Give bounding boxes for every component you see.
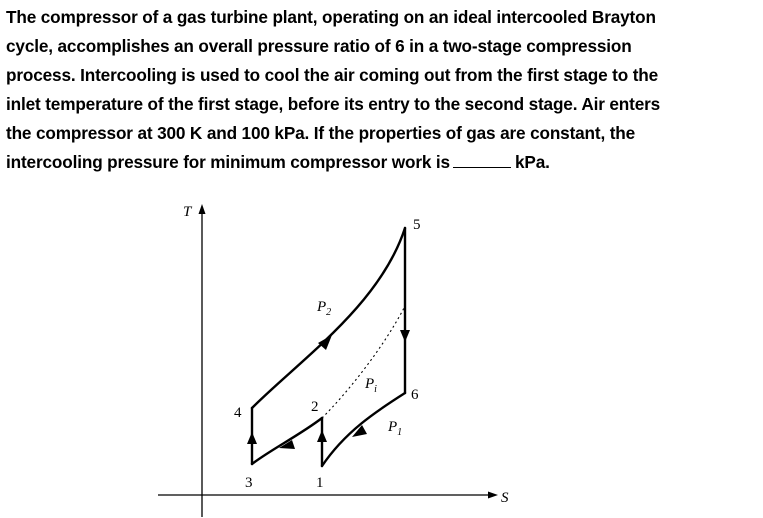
state-label-2: 2 bbox=[311, 399, 319, 415]
question-line-1: The compressor of a gas turbine plant, operating on an ideal intercooled Brayton bbox=[6, 7, 656, 27]
question-line-6-start: intercooling pressure for minimum compressor work is bbox=[6, 152, 450, 172]
state-label-1: 1 bbox=[316, 475, 324, 491]
state-label-6: 6 bbox=[411, 387, 419, 403]
process-2-3-line bbox=[252, 418, 322, 464]
question-line-5: the compressor at 300 K and 100 kPa. If the properties of gas are constant, the bbox=[6, 123, 636, 143]
temperature-axis-arrow bbox=[199, 204, 206, 214]
pressure-label-pi: $P_i$ bbox=[365, 376, 377, 395]
question-line-3: process. Intercooling is used to cool the air coming out from the first stage to the bbox=[6, 65, 659, 85]
entropy-axis-label: S bbox=[501, 490, 509, 506]
state-label-4: 4 bbox=[234, 405, 242, 421]
question-line-2: cycle, accomplishes an overall pressure ratio of 6 in a two-stage compression bbox=[6, 36, 632, 56]
entropy-axis-arrow bbox=[488, 492, 498, 499]
temperature-axis-label: T bbox=[183, 204, 192, 220]
state-label-5: 5 bbox=[413, 217, 421, 233]
question-line-4: inlet temperature of the first stage, before its entry to the second stage. Air enters bbox=[6, 94, 661, 114]
arrow-3-4 bbox=[247, 432, 257, 444]
arrow-1-2 bbox=[317, 430, 327, 442]
pressure-label-p2: $P_2$ bbox=[317, 299, 332, 318]
pressure-label-p1: $P_1$ bbox=[388, 419, 403, 438]
process-4-5-line bbox=[252, 228, 405, 408]
arrow-5-6 bbox=[400, 330, 410, 342]
state-label-3: 3 bbox=[245, 475, 253, 491]
question-line-6-end: kPa. bbox=[514, 152, 550, 172]
arrow-4-5 bbox=[318, 335, 332, 350]
